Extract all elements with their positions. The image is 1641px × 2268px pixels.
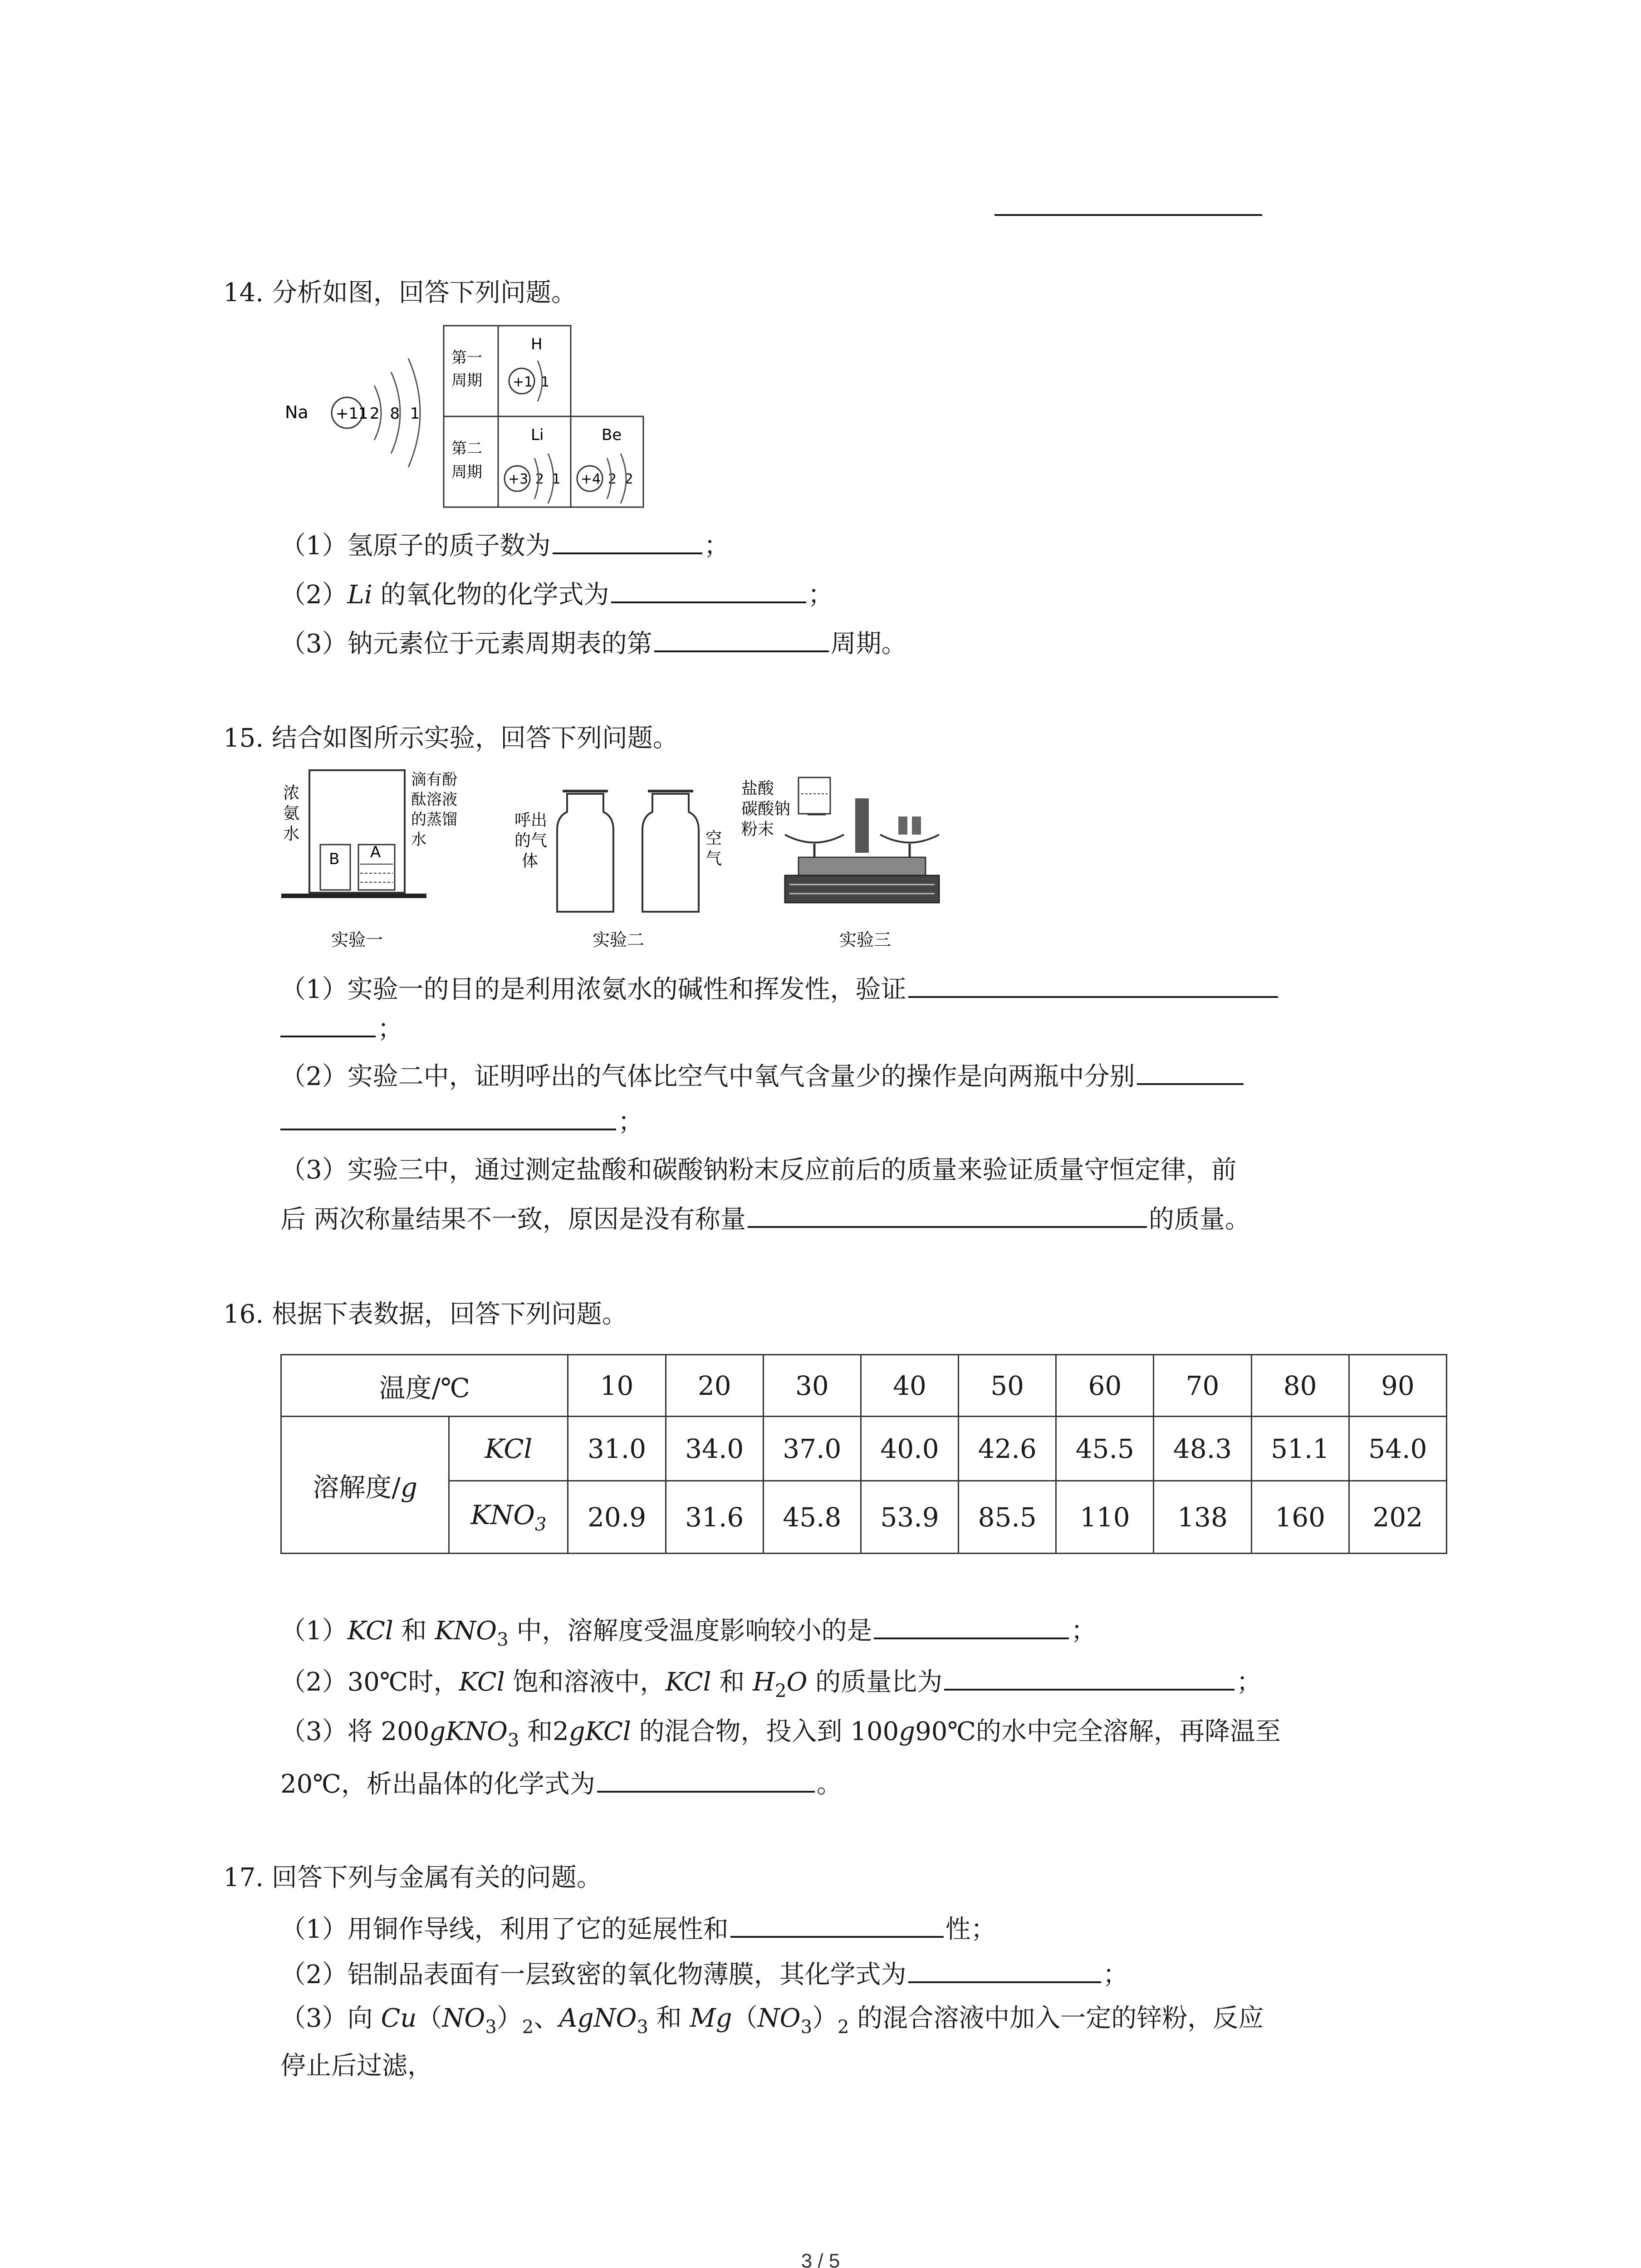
q17-part3: （3）向 $Cu(NO_3)_2$、AgNO$_3$ 和 $Mg(NO_3)_2$ 的混合溶液中加入一定的锌粉，反应: [280, 2004, 1264, 2038]
table-row-kcl: [281, 1417, 1447, 1481]
row1-label-b: 周期: [451, 371, 482, 390]
li-symbol: Li: [531, 426, 544, 444]
page-number: 3 / 5: [801, 2250, 840, 2268]
exp1-caption: 实验一: [331, 930, 383, 950]
exp1-right-label-2: 酞溶液: [411, 791, 457, 809]
table-cell: 138: [1154, 1481, 1251, 1554]
exp2-right-label-2: 气: [705, 850, 722, 868]
q14-title: 14. 分析如图，回答下列问题。: [223, 278, 577, 308]
table-cell: 31.6: [666, 1481, 763, 1554]
table-cell: 20.9: [568, 1481, 666, 1554]
table-cell: 51.1: [1251, 1417, 1349, 1481]
table-cell: 160: [1251, 1481, 1349, 1554]
li-shells: 2 1: [535, 471, 563, 487]
row-name-kcl: KCl: [449, 1417, 568, 1481]
exp3-label-3: 粉末: [741, 820, 774, 839]
exp3-label-2: 碳酸钠: [741, 800, 791, 818]
row2-label-b: 周期: [451, 463, 482, 481]
q16-part1: （1）KCl 和 $KNO_3$ 中，溶解度受温度影响较小的是 ；: [280, 1611, 1096, 1658]
q16-answer-2[interactable]: [944, 1662, 1234, 1691]
row-name-kno3: $KNO_3$: [449, 1481, 568, 1554]
q17-title: 17. 回答下列与金属有关的问题。: [223, 1863, 602, 1892]
solubility-label: 溶解度/g: [281, 1417, 449, 1554]
be-nucleus: +4: [581, 471, 601, 487]
q14-answer-1[interactable]: [553, 526, 702, 554]
q14-answer-3[interactable]: [654, 624, 829, 652]
q17-part1: （1）用铜作导线，利用了它的延展性和 性；: [280, 1910, 996, 1948]
q15-answer-1b[interactable]: [280, 1009, 376, 1037]
experiment-1-figure: [277, 767, 467, 957]
q15-part1: （1）实验一的目的是利用浓氨水的碱性和挥发性，验证: [280, 970, 1280, 1008]
table-cell: 34.0: [666, 1417, 763, 1481]
q14-answer-2[interactable]: [611, 575, 806, 603]
table-cell: 42.6: [959, 1417, 1056, 1481]
table-header-row: [281, 1355, 1447, 1417]
q16-part3-cont: 20℃，析出晶体的化学式为 。: [280, 1765, 842, 1803]
q14-part2: （2）Li 的氧化物的化学式为 ；: [280, 575, 833, 613]
na-symbol: Na: [285, 402, 309, 422]
temp-60: 60: [1056, 1355, 1154, 1417]
table-cell: 45.8: [763, 1481, 861, 1554]
q16-answer-3[interactable]: [597, 1765, 815, 1793]
q14-atomic-structure-figure: [272, 318, 653, 517]
q17-answer-2[interactable]: [908, 1955, 1101, 1983]
be-symbol: Be: [602, 426, 622, 444]
q16-part2: （2）30℃时，KCl 饱和溶液中，KCl 和 $H_2O$ 的质量比为 ；: [280, 1662, 1262, 1709]
q15-answer-2b[interactable]: [280, 1102, 616, 1130]
q17-part2: （2）铝制品表面有一层致密的氧化物薄膜，其化学式为 ；: [280, 1955, 1128, 1993]
q15-part3: （3）实验三中，通过测定盐酸和碳酸钠粉末反应前后的质量来验证质量守恒定律，前: [280, 1155, 1237, 1185]
table-cell: 54.0: [1349, 1417, 1446, 1481]
q17-answer-1[interactable]: [730, 1910, 944, 1938]
q15-part3-cont: 后 两次称量结果不一致，原因是没有称量 的质量。: [280, 1200, 1250, 1238]
exp2-caption: 实验二: [593, 930, 645, 950]
table-cell: 85.5: [959, 1481, 1056, 1554]
h-nucleus: +1: [513, 374, 533, 390]
temp-20: 20: [666, 1355, 763, 1417]
exp2-right-label-1: 空: [705, 829, 722, 848]
row1-label-a: 第一: [451, 349, 482, 367]
q15-answer-3[interactable]: [748, 1200, 1147, 1228]
be-shells: 2 2: [608, 471, 635, 487]
temp-50: 50: [959, 1355, 1056, 1417]
na-shells: 2 8 1: [370, 405, 423, 423]
row2-label-a: 第二: [451, 440, 482, 458]
exp2-left-label-2: 的气: [514, 831, 548, 850]
q16-part3: （3）将 200gKNO$_3$ 和2gKCl 的混合物，投入到 100g90℃的水中完全溶解，再降温至: [280, 1717, 1281, 1751]
table-cell: 31.0: [568, 1417, 666, 1481]
h-shells: 1: [541, 374, 550, 390]
q16-answer-1[interactable]: [874, 1611, 1069, 1639]
exp2-left-label-1: 呼出: [514, 811, 548, 830]
exp3-caption: 实验三: [839, 930, 892, 950]
experiment-3-figure: [735, 771, 989, 957]
table-cell: 45.5: [1056, 1417, 1154, 1481]
q14-part3: （3）钠元素位于元素周期表的第 周期。: [280, 624, 907, 662]
table-cell: 110: [1056, 1481, 1154, 1554]
li-nucleus: +3: [508, 471, 529, 487]
temp-10: 10: [568, 1355, 666, 1417]
exp2-left-label-3: 体: [522, 852, 539, 870]
table-cell: 202: [1349, 1481, 1446, 1554]
exp1-left-label-3: 水: [283, 825, 300, 843]
temp-30: 30: [763, 1355, 861, 1417]
exp1-left-label-2: 氨: [283, 804, 300, 823]
q17-part3-cont: 停止后过滤，: [280, 2051, 433, 2081]
q15-title: 15. 结合如图所示实验，回答下列问题。: [223, 723, 678, 753]
q16-title: 16. 根据下表数据，回答下列问题。: [223, 1300, 627, 1329]
solubility-table: [280, 1354, 1447, 1554]
exp1-right-label-3: 的蒸馏: [411, 811, 457, 829]
beaker-b-label: B: [329, 850, 340, 868]
na-nucleus: +11: [336, 405, 368, 423]
h-symbol: H: [531, 335, 543, 353]
q15-answer-1a[interactable]: [908, 970, 1278, 998]
temp-80: 80: [1251, 1355, 1349, 1417]
q15-part2: （2）实验二中，证明呼出的气体比空气中氧气含量少的操作是向两瓶中分别: [280, 1057, 1245, 1095]
experiment-2-figure: [513, 780, 749, 957]
exp1-left-label-1: 浓: [283, 784, 300, 802]
table-cell: 48.3: [1154, 1417, 1251, 1481]
table-cell: 53.9: [861, 1481, 958, 1554]
temp-70: 70: [1154, 1355, 1251, 1417]
exp1-right-label-1: 滴有酚: [411, 771, 457, 789]
q14-part1: （1）氢原子的质子数为 ；: [280, 526, 730, 564]
temp-header: 温度/℃: [281, 1355, 568, 1417]
beaker-a-label: A: [370, 843, 381, 861]
q15-answer-2a[interactable]: [1137, 1057, 1244, 1085]
table-cell: 37.0: [763, 1417, 861, 1481]
table-cell: 40.0: [861, 1417, 958, 1481]
q15-part2-cont: ；: [280, 1102, 643, 1140]
top-answer-blank[interactable]: [994, 214, 1262, 216]
exp1-right-label-4: 水: [411, 831, 426, 849]
exp3-label-1: 盐酸: [741, 779, 774, 798]
temp-40: 40: [861, 1355, 958, 1417]
temp-90: 90: [1349, 1355, 1446, 1417]
table-row-kno3: [281, 1481, 1447, 1554]
q15-part1-cont: ；: [280, 1009, 403, 1047]
